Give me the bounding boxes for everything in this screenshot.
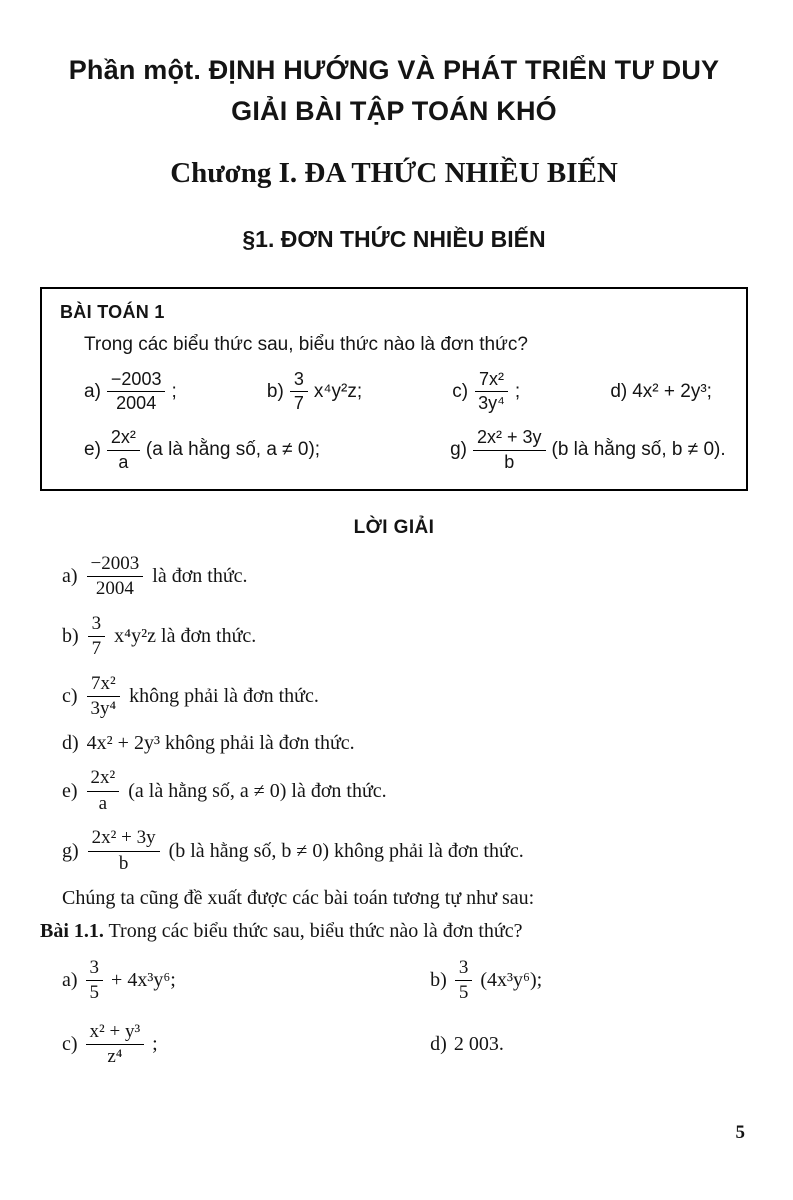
fraction [474, 369, 509, 414]
fraction [473, 427, 546, 472]
solution-line-g [40, 827, 748, 875]
fraction-numerator: 2x² [87, 767, 120, 791]
solution-line-e [40, 767, 748, 815]
exercise-item-d [408, 1021, 748, 1069]
option-text: ; [514, 380, 521, 402]
fraction-denominator: a [98, 792, 108, 814]
item-label: b) [430, 969, 447, 992]
fraction-numerator: 3 [88, 613, 106, 637]
fraction-numerator: 2x² [107, 427, 140, 450]
section-title: §1. ĐƠN THỨC NHIỀU BIẾN [242, 226, 546, 252]
solution-text: là đơn thức. [152, 565, 248, 588]
fraction-denominator: b [504, 451, 515, 472]
option-label: d) [610, 380, 628, 402]
item-text: ; [152, 1033, 158, 1056]
problem-option-a [84, 369, 177, 414]
fraction-numerator: 7x² [87, 673, 120, 697]
problem-option-g [450, 427, 726, 472]
solution-line-a [40, 553, 748, 601]
item-label: g) [62, 839, 79, 862]
page-number: 5 [735, 1122, 745, 1143]
item-label: a) [62, 565, 78, 588]
fraction-numerator: 2x² + 3y [473, 427, 546, 450]
fraction-denominator: 5 [89, 982, 100, 1004]
item-label: d) [430, 1033, 447, 1056]
item-label: e) [62, 779, 78, 802]
fraction [107, 369, 166, 414]
part-title-line1: Phần một. ĐỊNH HƯỚNG VÀ PHÁT TRIỂN TƯ DUY [68, 55, 720, 85]
fraction [88, 827, 160, 875]
fraction-numerator: −2003 [107, 369, 166, 392]
fraction-numerator: −2003 [87, 553, 144, 577]
fraction [87, 767, 120, 815]
item-label: c) [62, 1033, 78, 1056]
solution-heading: LỜI GIẢI [353, 516, 435, 538]
option-label: b) [266, 380, 284, 402]
option-label: e) [84, 439, 101, 461]
exercise-label: Bài 1.1. [40, 920, 104, 942]
fraction-denominator: 2004 [116, 393, 157, 414]
solution-block [40, 553, 748, 875]
exercise-items [40, 957, 748, 1069]
fraction-denominator: 2004 [95, 578, 134, 600]
item-label: a) [62, 969, 78, 992]
fraction [107, 427, 140, 472]
option-text: 4x² + 2y³; [632, 380, 712, 402]
part-title-line2: GIẢI BÀI TẬP TOÁN KHÓ [231, 95, 557, 126]
fraction [455, 957, 473, 1005]
fraction-denominator: 7 [293, 393, 304, 414]
problem-option-c [452, 369, 520, 414]
fraction-denominator: 5 [458, 982, 469, 1004]
fraction-numerator: 3 [86, 957, 104, 981]
fraction-numerator: 7x² [475, 369, 508, 392]
item-text: + 4x³y⁶; [111, 969, 176, 992]
solution-line-b [40, 613, 748, 661]
fraction [88, 613, 106, 661]
item-label: c) [62, 684, 78, 707]
fraction-denominator: a [118, 451, 129, 472]
problem-question: Trong các biểu thức sau, biểu thức nào là đơn thức? [84, 334, 528, 355]
solution-line-c [40, 673, 748, 721]
fraction-denominator: b [118, 852, 129, 874]
fraction-numerator: 2x² + 3y [88, 827, 160, 851]
problem-option-b [267, 369, 362, 414]
part-title [40, 50, 748, 131]
option-text: (a là hằng số, a ≠ 0); [145, 439, 321, 461]
solution-text: x⁴y²z là đơn thức. [114, 625, 257, 648]
fraction-denominator: z⁴ [107, 1046, 123, 1068]
solution-line-d [40, 732, 748, 755]
problem-options-row-2 [60, 427, 730, 472]
problem-box [40, 287, 748, 491]
item-label: b) [62, 625, 79, 648]
item-text: (4x³y⁶); [480, 969, 543, 992]
fraction [86, 1021, 145, 1069]
option-label: g) [450, 439, 467, 461]
solution-text: (a là hằng số, a ≠ 0) là đơn thức. [128, 779, 387, 802]
item-label: d) [62, 732, 79, 755]
fraction-denominator: 3y⁴ [478, 393, 505, 414]
problem-option-d [610, 381, 712, 403]
solution-text: (b là hằng số, b ≠ 0) không phải là đơn thức. [168, 839, 524, 862]
solution-text: 4x² + 2y³ không phải là đơn thức. [86, 732, 355, 755]
fraction [86, 957, 104, 1005]
problem-options-row-1 [60, 369, 730, 414]
exercise-item-c [40, 1021, 408, 1069]
fraction [87, 673, 121, 721]
fraction [87, 553, 144, 601]
option-label: c) [452, 380, 469, 402]
problem-heading: BÀI TOÁN 1 [60, 302, 165, 322]
closing-sentence: Chúng ta cũng đề xuất được các bài toán tương tự như sau: [62, 887, 535, 909]
problem-option-e [84, 427, 320, 472]
solution-text: không phải là đơn thức. [129, 684, 319, 707]
chapter-title: Chương I. ĐA THỨC NHIỀU BIẾN [170, 157, 618, 189]
item-text: 2 003. [453, 1033, 504, 1056]
exercise-question: Trong các biểu thức sau, biểu thức nào là đơn thức? [108, 920, 523, 942]
option-label: a) [84, 380, 101, 402]
fraction-numerator: x² + y³ [86, 1021, 145, 1045]
exercise-item-a [40, 957, 408, 1005]
fraction-denominator: 3y⁴ [90, 697, 117, 719]
option-text: x⁴y²z; [313, 380, 363, 402]
option-text: ; [171, 380, 177, 402]
fraction [290, 369, 308, 414]
fraction-numerator: 3 [290, 369, 308, 392]
exercise-item-b [408, 957, 748, 1005]
fraction-numerator: 3 [455, 957, 473, 981]
option-text: (b là hằng số, b ≠ 0). [551, 439, 726, 461]
fraction-denominator: 7 [91, 638, 102, 660]
exercise-intro [40, 920, 748, 943]
